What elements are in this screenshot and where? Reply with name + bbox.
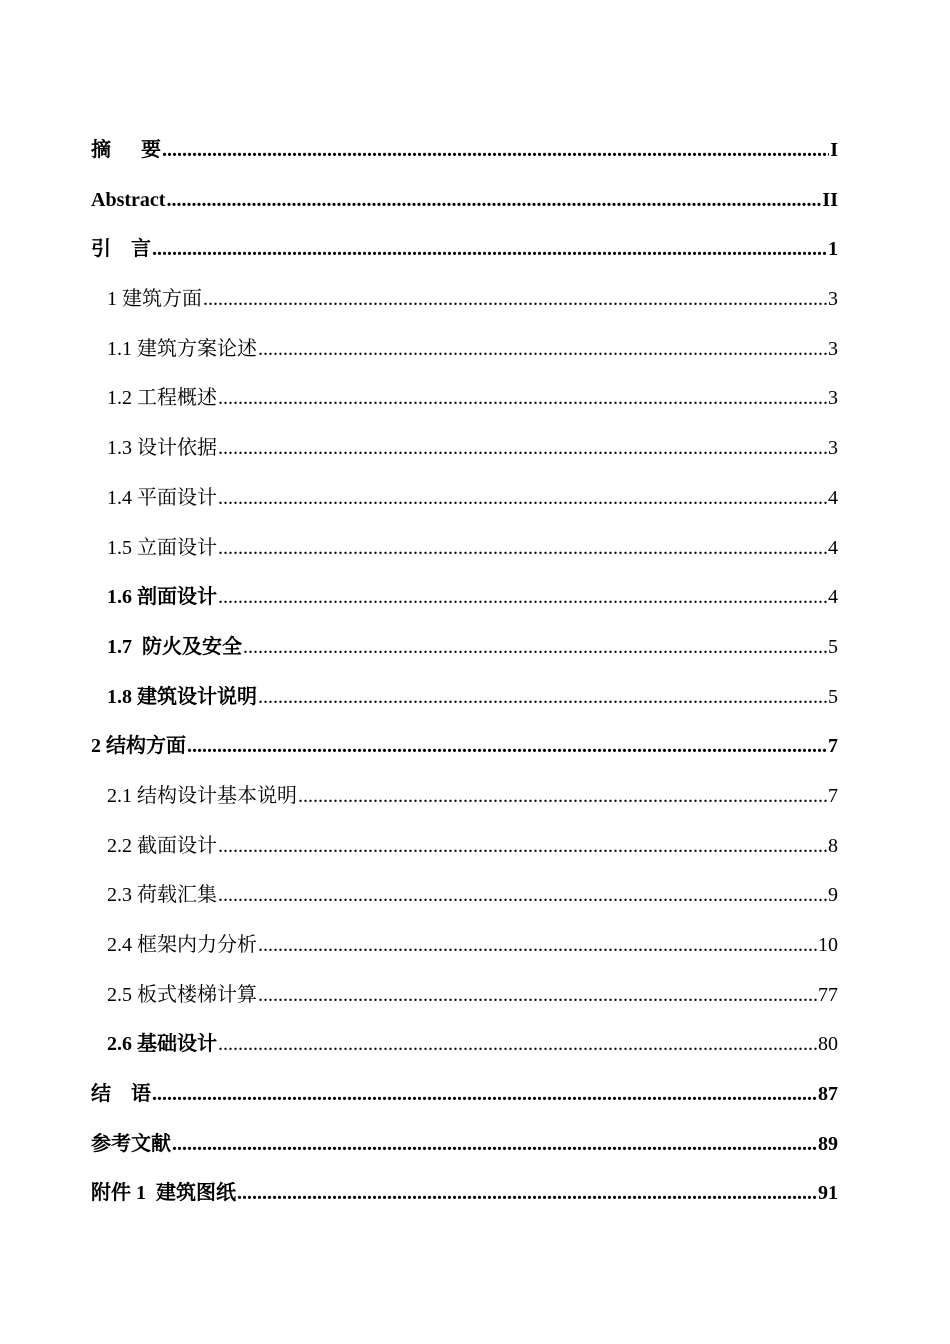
toc-dot-leader (218, 434, 827, 462)
toc-dot-leader (237, 1179, 817, 1207)
toc-entry[interactable] (91, 732, 838, 782)
toc-dot-leader (152, 1080, 817, 1108)
toc-entry-label: 2.2 截面设计 (107, 834, 217, 857)
toc-page-number: 4 (828, 486, 838, 509)
toc-entry[interactable] (91, 335, 838, 385)
toc-entry[interactable] (91, 583, 838, 633)
toc-entry-label: 2.3 荷载汇集 (107, 884, 217, 907)
toc-page-number: 77 (818, 983, 838, 1006)
toc-page-number: 7 (828, 784, 838, 807)
toc-page-number: 9 (828, 884, 838, 907)
toc-page-number: 3 (828, 288, 838, 311)
toc-page-number: 91 (818, 1182, 838, 1205)
toc-entry[interactable] (91, 981, 838, 1031)
toc-page-number: 89 (818, 1132, 838, 1155)
toc-page-number: 1 (828, 238, 838, 261)
toc-entry-label: 2 结构方面 (91, 735, 186, 758)
toc-entry-label: 2.5 板式楼梯计算 (107, 983, 257, 1006)
toc-dot-leader (258, 981, 817, 1009)
toc-entry-label: 摘 要 (91, 139, 161, 161)
toc-entry-label: 1.6 剖面设计 (107, 586, 217, 609)
toc-dot-leader (243, 633, 827, 661)
toc-dot-leader (152, 235, 827, 263)
toc-entry-label: Abstract (91, 188, 166, 211)
toc-dot-leader (203, 285, 827, 313)
toc-dot-leader (298, 782, 827, 810)
toc-entry[interactable] (91, 534, 838, 584)
toc-page-number: 5 (828, 635, 838, 658)
toc-page-number: 3 (828, 337, 838, 360)
toc-dot-leader (187, 732, 827, 760)
toc-page-number: 5 (828, 685, 838, 708)
toc-page-number: 3 (828, 437, 838, 460)
toc-dot-leader (172, 1130, 817, 1158)
toc-dot-leader (218, 534, 827, 562)
toc-entry-label: 1.2 工程概述 (107, 387, 217, 410)
toc-entry[interactable] (91, 832, 838, 882)
toc-entry[interactable] (91, 683, 838, 733)
toc-dot-leader (258, 931, 817, 959)
toc-entry[interactable] (91, 1130, 838, 1180)
toc-dot-leader (258, 683, 827, 711)
toc-entry-label: 附件 1 建筑图纸 (91, 1182, 236, 1205)
toc-page-number: 10 (818, 934, 838, 956)
toc-entry-label: 1.8 建筑设计说明 (107, 685, 257, 708)
toc-entry-label: 1.3 设计依据 (107, 437, 217, 460)
toc-dot-leader (218, 484, 827, 512)
toc-dot-leader (218, 384, 827, 412)
toc-entry[interactable] (91, 782, 838, 832)
toc-entry[interactable] (91, 384, 838, 434)
toc-entry[interactable] (91, 235, 838, 285)
toc-entry[interactable] (91, 881, 838, 931)
toc-entry[interactable] (91, 931, 838, 981)
toc-entry[interactable] (91, 1179, 838, 1229)
toc-entry-label: 2.1 结构设计基本说明 (107, 784, 297, 807)
toc-entry-label: 1.7 防火及安全 (107, 635, 242, 658)
toc-entry-label: 引 言 (91, 238, 151, 261)
toc-entry[interactable] (91, 186, 838, 236)
toc-dot-leader (218, 1030, 817, 1058)
table-of-contents (91, 136, 838, 1229)
toc-entry[interactable] (91, 136, 838, 186)
toc-dot-leader (218, 881, 827, 909)
toc-entry[interactable] (91, 285, 838, 335)
toc-entry-label: 2.6 基础设计 (107, 1033, 217, 1056)
toc-entry[interactable] (91, 434, 838, 484)
toc-page-number: 3 (828, 387, 838, 410)
toc-dot-leader (218, 832, 827, 860)
toc-entry-label: 结 语 (91, 1083, 151, 1106)
toc-entry-label: 1.4 平面设计 (107, 486, 217, 509)
toc-dot-leader (218, 583, 827, 611)
toc-page-number: 80 (818, 1033, 838, 1056)
toc-entry[interactable] (91, 633, 838, 683)
toc-page-number: II (822, 188, 838, 211)
toc-entry[interactable] (91, 1030, 838, 1080)
toc-page-number: I (830, 139, 838, 161)
toc-entry-label: 1 建筑方面 (107, 288, 202, 311)
toc-entry-label: 参考文献 (91, 1132, 171, 1155)
toc-entry-label: 2.4 框架内力分析 (107, 934, 257, 956)
toc-dot-leader (166, 186, 821, 214)
toc-dot-leader (162, 136, 829, 164)
toc-entry-label: 1.1 建筑方案论述 (107, 337, 257, 360)
toc-page-number: 7 (828, 735, 838, 758)
toc-page-number: 4 (828, 536, 838, 559)
toc-entry-label: 1.5 立面设计 (107, 536, 217, 559)
toc-page-number: 4 (828, 586, 838, 609)
toc-entry[interactable] (91, 1080, 838, 1130)
toc-dot-leader (258, 335, 827, 363)
toc-page-number: 87 (818, 1083, 838, 1106)
toc-page-number: 8 (828, 834, 838, 857)
toc-entry[interactable] (91, 484, 838, 534)
